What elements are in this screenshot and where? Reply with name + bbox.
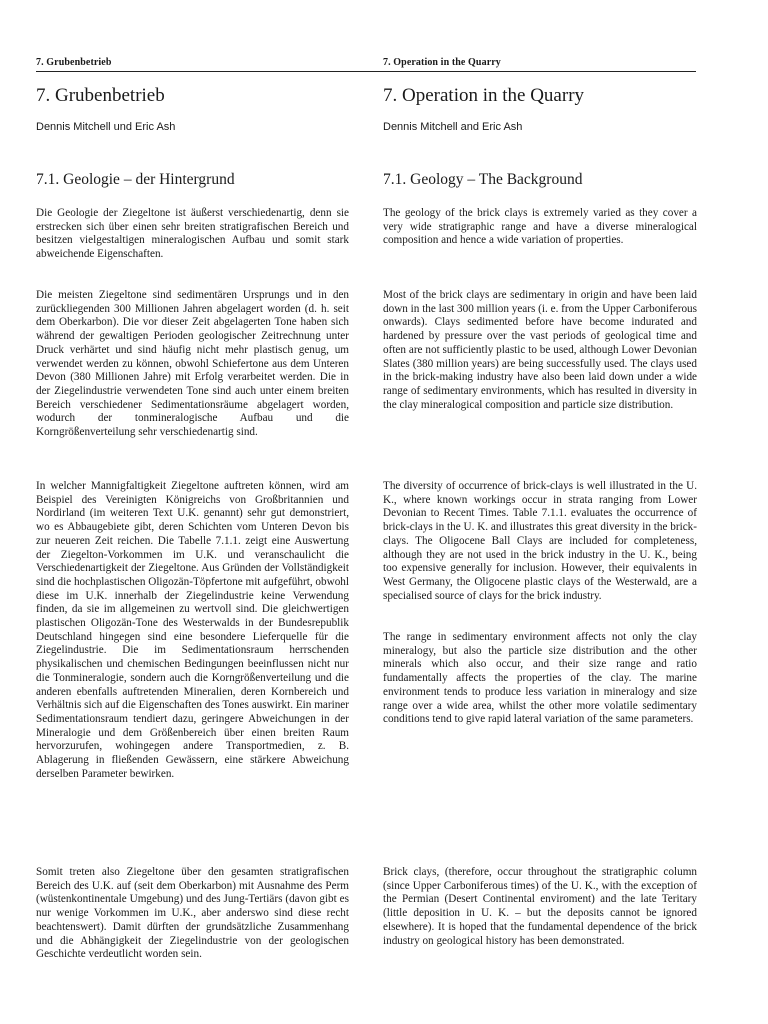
running-head-german: 7. Grubenbetrieb xyxy=(36,57,112,68)
section-title-german: 7.1. Geologie – der Hintergrund xyxy=(36,171,235,188)
running-head-english: 7. Operation in the Quarry xyxy=(383,57,501,68)
header-rule xyxy=(36,71,696,72)
german-paragraph-2: Die meisten Ziegeltone sind sedimentären Ursprungs und in den zurückliegenden 300 Millionen Jahren abgelagert worden (d. h. seit dem Oberkarbon). Die vor dieser Zeit abgelagerten Tone haben sich während der gewaltigen Perioden geologischer Zeitrechnung unter Druck verhärtet und sind häufig nicht mehr plastisch genug, um verwendet werden zu können, obwohl Schiefertone aus dem Unteren Devon (380 Millionen Jahre) mit Erfolg verarbeitet werden. Die in der Ziegelindustrie verwendeten Tone sind auch unter einem breiten Bereich verschiedener Sedimentationsräume abgelagert worden, wodurch der tonmineralogische Aufbau und die Korngrößenverteilung sehr verschiedenartig sind. xyxy=(36,289,349,439)
chapter-title-german: 7. Grubenbetrieb xyxy=(36,85,165,106)
authors-german: Dennis Mitchell und Eric Ash xyxy=(36,121,176,133)
authors-english: Dennis Mitchell and Eric Ash xyxy=(383,121,523,133)
english-paragraph-5: Brick clays, (therefore, occur throughout the stratigraphic column (since Upper Carboniferous times) of the U. K., with the exception of the Permian (Desert Continental enviroment) and the late Teritary (little deposition in U. K. – but the deposits cannot be ignored elsewhere). It is hoped that the fundamental dependence of the brick industry on geological history has been demonstrated. xyxy=(383,866,697,947)
english-paragraph-4: The range in sedimentary environment affects not only the clay mineralogy, but also the particle size distribution and the other minerals which also occur, and their size range and ratio fundamentally affects the properties of the clay. The marine environment tends to produce less variation in mineralogy and size range over a wide area, whilst the other more volatile sedimentary conditions tend to give rapid lateral variation of the same parameters. xyxy=(383,631,697,726)
german-paragraph-4: Somit treten also Ziegeltone über den gesamten stratigrafischen Bereich des U.K. auf (seit dem Oberkarbon) mit Ausnahme des Perm (wüstenkontinentale Umgebung) und des Jung-Tertiärs (davon gibt es nur wenige Vorkommen im U.K., aber anderswo sind diese recht beachtenswert). Damit dürften der grundsätzliche Zusammenhang und die Abhängigkeit der Ziegelindustrie von der geologischen Geschichte verdeutlicht worden sein. xyxy=(36,866,349,961)
german-paragraph-3: In welcher Mannigfaltigkeit Ziegeltone auftreten können, wird am Beispiel des Vereinigten Königreichs von Großbritannien und Nordirland (im weiteren Text U.K. genannt) sehr gut demonstriert, wo es Abbaugebiete gibt, deren Schichten vom Unteren Devon bis zur neueren Zeit reichen. Die Tabelle 7.1.1. zeigt eine Auswertung der Ziegelton-Vorkommen im U.K. und veranschaulicht die Verschiedenartigkeit der Ziegeltone. Aus Gründen der Vollständigkeit sind die hochplastischen Oligozän-Töpfertone mit aufgeführt, obwohl diese im U.K. innerhalb der Ziegelindustrie keine Verwendung finden, da sie im allgemeinen zu wertvoll sind. Die gleichwertigen plastischen Oligozän-Tone des Westerwalds in der Bundesrepublik Deutschland hingegen sind eine besondere Lieferquelle für die Ziegelindustrie. Die im Sedimentationsraum herrschenden physikalischen und chemischen Bedingungen beeinflussen nicht nur die Tonmineralogie, sondern auch die Korngrößenverteilung und die anderen ebenfalls auftretenden Mineralien, deren Kornbereich und Verhältnis sich auf die Eigenschaften des Tones auswirkt. Ein mariner Sedimentationsraum tendiert dazu, geringere Abweichungen in der Mineralogie und dem Größenbereich über einen breiten Raum hervorzurufen, wohingegen andere Transportmedien, z. B. Ablagerung in fließenden Gewässern, eine stärkere Abweichung derselben Parameter bewirken. xyxy=(36,480,349,780)
english-paragraph-3: The diversity of occurrence of brick-clays is well illustrated in the U. K., where known workings occur in strata ranging from Lower Devonian to Recent Times. Table 7.1.1. evaluates the occurrence of brick-clays in the U. K. and illustrates this great diversity in the brick-clays. The Oligocene Ball Clays are included for completeness, although they are not used in the brick industry in the U. K., being too expensive generally for inclusion. However, their equivalents in West Germany, the Oligocene plastic clays of the Westerwald, are a specialised source of clays for the brick industry. xyxy=(383,480,697,602)
english-paragraph-1: The geology of the brick clays is extremely varied as they cover a very wide stratigraphic range and have a diverse mineralogical composition and hence a wide variation of properties. xyxy=(383,207,697,247)
german-paragraph-1: Die Geologie der Ziegeltone ist äußerst verschiedenartig, denn sie erstrecken sich über einen sehr breiten stratigrafischen Bereich und besitzen vielgestaltigen mineralogischen Aufbau und somit stark abweichende Eigenschaften. xyxy=(36,207,349,261)
section-title-english: 7.1. Geology – The Background xyxy=(383,171,583,188)
chapter-title-english: 7. Operation in the Quarry xyxy=(383,85,585,106)
english-paragraph-2: Most of the brick clays are sedimentary in origin and have been laid down in the last 300 million years (i. e. from the Upper Carboniferous onwards). Clays sedimented before have become indurated and hardened by pressure over the vast periods of geological time and often are not sufficiently plastic to be used, although Lower Devonian Slates (380 million years) are being successfully used. The clays used in the brick-making industry have also been laid down under a wide range of sedimentary environments, which has resulted in diversity in the clay mineralogical composition and particle size distribution. xyxy=(383,289,697,411)
